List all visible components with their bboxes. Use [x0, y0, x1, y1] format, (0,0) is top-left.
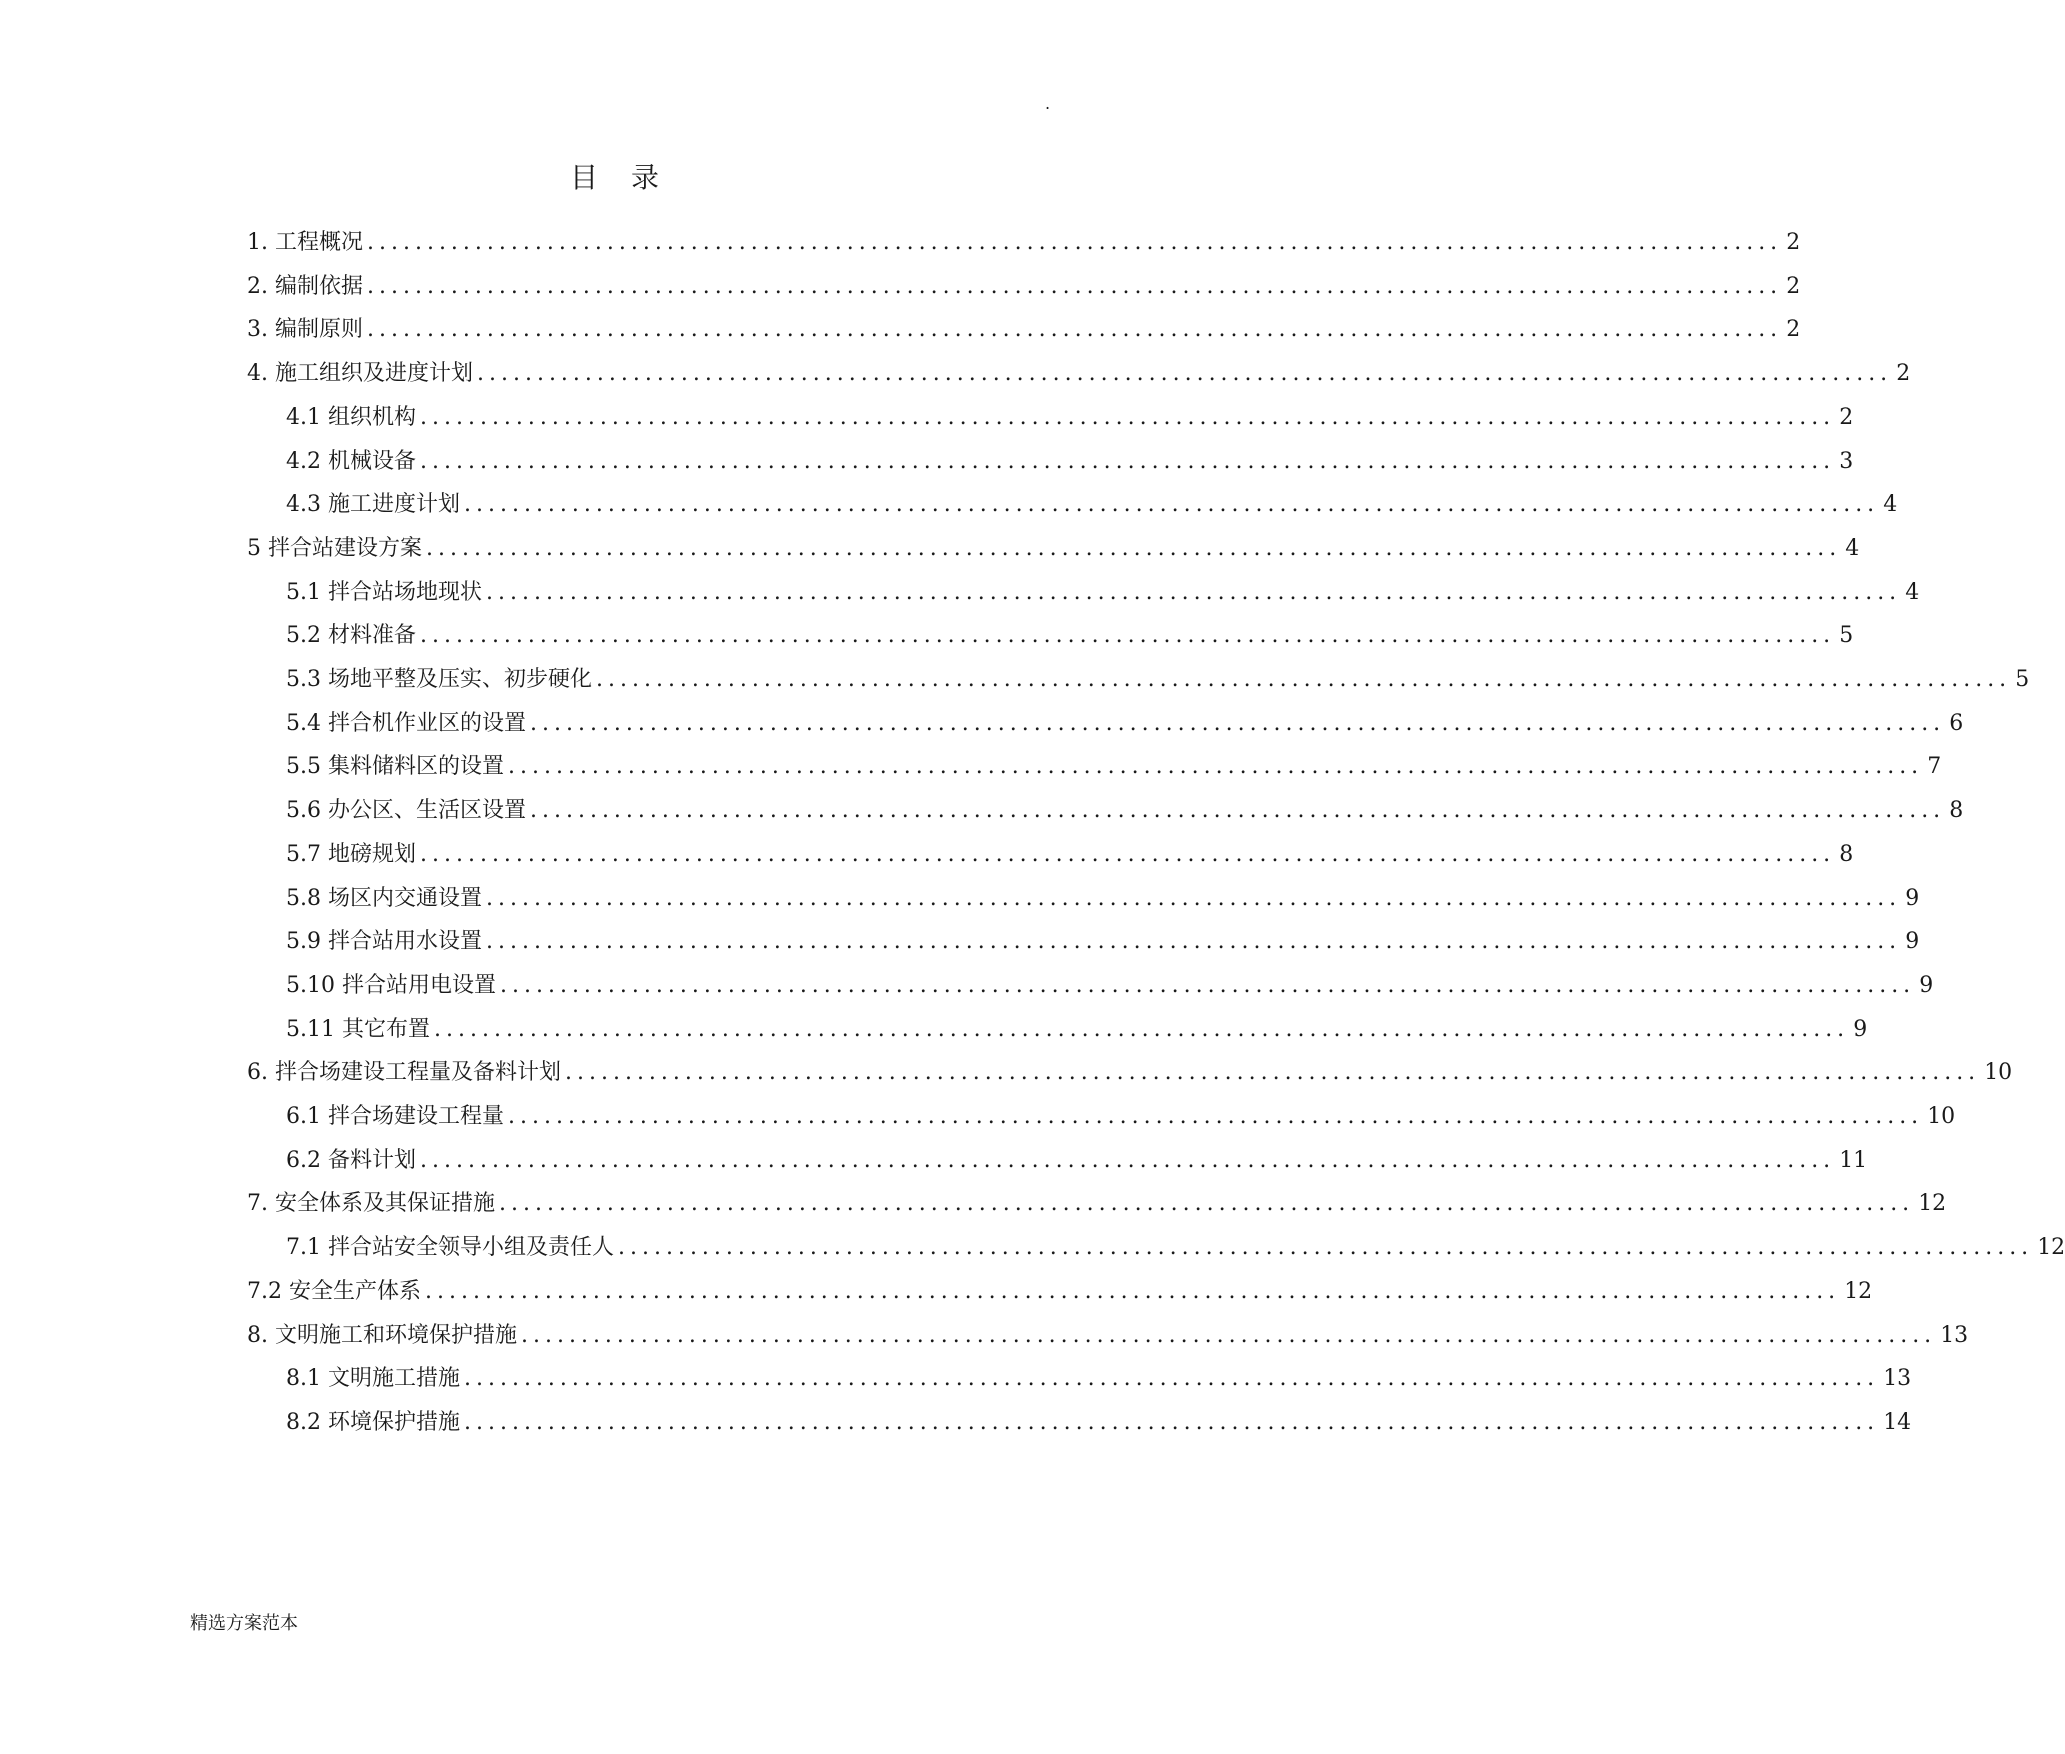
toc-entry-title: 5.4 拌合机作业区的设置	[286, 710, 526, 736]
toc-page-number: 9	[1853, 1016, 1868, 1042]
page-title: 目 录	[570, 161, 671, 194]
toc-entry-title: 8.2 环境保护措施	[286, 1409, 460, 1435]
toc-entry[interactable]	[286, 830, 1854, 870]
toc-page-number: 5	[1839, 623, 1854, 649]
toc-page-number: 2	[1896, 361, 1911, 387]
toc-page-number: 13	[1883, 1366, 1912, 1392]
toc-entry-title: 5.7 地磅规划	[286, 841, 416, 867]
toc-entry-title: 1. 工程概况	[247, 230, 363, 255]
toc-page-number: 4	[1883, 492, 1898, 518]
toc-entry-title: 5.8 场区内交通设置	[286, 885, 482, 911]
toc-leader-dots: ......................................................................................................................	[433, 1016, 1850, 1042]
toc-page-number: 10	[1984, 1060, 2013, 1086]
toc-entry[interactable]	[286, 480, 1898, 520]
toc-entry[interactable]	[247, 1311, 1969, 1351]
toc-page-number: 5	[2015, 667, 2030, 692]
toc-page-number: 2	[1786, 317, 1801, 343]
toc-entry-title: 3. 编制原则	[247, 317, 363, 343]
toc-leader-dots: ......................................................................................................................	[419, 404, 1836, 430]
toc-entry-title: 8.1 文明施工措施	[286, 1366, 460, 1392]
toc-leader-dots: ......................................................................................................................	[366, 230, 1783, 255]
toc-entry[interactable]	[286, 961, 1934, 1001]
toc-page-number: 9	[1919, 972, 1934, 998]
toc-entry-title: 8. 文明施工和环境保护措施	[247, 1322, 517, 1348]
toc-page-number: 7	[1927, 754, 1942, 780]
toc-entry[interactable]	[247, 1267, 1873, 1307]
toc-entry-title: 5.3 场地平整及压实、初步硬化	[286, 667, 592, 692]
toc-leader-dots: ......................................................................................................................	[498, 1191, 1915, 1217]
toc-page-number: 4	[1845, 535, 1860, 561]
toc-page-number: 12	[2037, 1235, 2065, 1261]
toc-entry[interactable]	[247, 262, 1801, 302]
toc-entry[interactable]	[286, 655, 2030, 695]
toc-entry-title: 4.2 机械设备	[286, 448, 416, 474]
toc-leader-dots: ......................................................................................................................	[485, 929, 1902, 955]
toc-entry[interactable]	[286, 1005, 1868, 1045]
toc-entry-title: 5.9 拌合站用水设置	[286, 929, 482, 955]
toc-entry-title: 5.11 其它布置	[286, 1016, 430, 1042]
toc-leader-dots: ......................................................................................................................	[595, 667, 2012, 692]
toc-entry-title: 2. 编制依据	[247, 273, 363, 299]
toc-entry[interactable]	[247, 349, 1911, 389]
footer-label: 精选方案范本	[190, 1613, 298, 1634]
toc-page-number: 2	[1839, 404, 1854, 430]
toc-entry[interactable]	[286, 1223, 2065, 1263]
toc-leader-dots: ......................................................................................................................	[529, 710, 1946, 736]
toc-entry-title: 5.6 办公区、生活区设置	[286, 798, 526, 824]
toc-entry[interactable]	[286, 874, 1920, 914]
toc-entry[interactable]	[247, 1048, 2013, 1088]
toc-leader-dots: ......................................................................................................................	[419, 448, 1836, 474]
toc-entry[interactable]	[286, 742, 1942, 782]
toc-page-number: 3	[1839, 448, 1854, 474]
toc-entry[interactable]	[286, 1398, 1912, 1438]
toc-page-number: 11	[1839, 1147, 1868, 1173]
toc-leader-dots: ......................................................................................................................	[617, 1235, 2034, 1261]
toc-page-number: 12	[1844, 1278, 1873, 1304]
toc-leader-dots: ......................................................................................................................	[426, 535, 1842, 561]
toc-entry-title: 6.1 拌合场建设工程量	[286, 1104, 504, 1129]
toc-entry-title: 5.1 拌合站场地现状	[286, 579, 482, 605]
toc-entry-title: 6. 拌合场建设工程量及备料计划	[247, 1060, 561, 1086]
toc-entry[interactable]	[247, 1179, 1947, 1219]
toc-page-number: 10	[1927, 1104, 1956, 1129]
toc-entry-title: 4.3 施工进度计划	[286, 492, 460, 518]
toc-leader-dots: ......................................................................................................................	[476, 361, 1893, 387]
toc-entry[interactable]	[247, 305, 1801, 345]
toc-entry[interactable]	[286, 437, 1854, 477]
toc-entry[interactable]	[286, 1136, 1868, 1176]
toc-entry-title: 7.1 拌合站安全领导小组及责任人	[286, 1235, 614, 1261]
toc-leader-dots: ......................................................................................................................	[424, 1278, 1841, 1304]
toc-leader-dots: ......................................................................................................................	[485, 579, 1902, 605]
toc-leader-dots: ......................................................................................................................	[366, 273, 1783, 299]
toc-leader-dots: ......................................................................................................................	[463, 1409, 1880, 1435]
toc-leader-dots: ......................................................................................................................	[419, 1147, 1836, 1173]
toc-leader-dots: ......................................................................................................................	[529, 798, 1946, 824]
toc-entry-title: 5.10 拌合站用电设置	[286, 972, 496, 998]
toc-leader-dots: ......................................................................................................................	[463, 1366, 1880, 1392]
toc-entry[interactable]	[286, 786, 1964, 826]
toc-leader-dots: ......................................................................................................................	[499, 972, 1916, 998]
toc-entry[interactable]	[247, 524, 1860, 564]
toc-entry[interactable]	[286, 1354, 1912, 1394]
toc-entry-title: 5.2 材料准备	[286, 623, 416, 649]
toc-page-number: 4	[1905, 579, 1920, 605]
toc-page-number: 8	[1839, 841, 1854, 867]
toc-page-number: 2	[1786, 273, 1801, 299]
toc-entry-title: 7.2 安全生产体系	[247, 1278, 421, 1304]
toc-entry-title: 5 拌合站建设方案	[247, 535, 422, 561]
toc-entry-title: 4. 施工组织及进度计划	[247, 361, 473, 387]
toc-page-number: 9	[1905, 885, 1920, 911]
toc-leader-dots: ......................................................................................................................	[520, 1322, 1937, 1348]
toc-page-number: 12	[1918, 1191, 1947, 1217]
toc-leader-dots: ......................................................................................................................	[419, 623, 1836, 649]
toc-leader-dots: ......................................................................................................................	[485, 885, 1902, 911]
toc-entry-title: 6.2 备料计划	[286, 1147, 416, 1173]
toc-leader-dots: ......................................................................................................................	[463, 492, 1880, 518]
toc-leader-dots: ......................................................................................................................	[564, 1060, 1981, 1086]
toc-page-number: 6	[1949, 710, 1964, 736]
toc-entry[interactable]	[286, 1092, 1956, 1132]
toc-leader-dots: ......................................................................................................................	[419, 841, 1836, 867]
toc-entry[interactable]	[286, 699, 1964, 739]
toc-entry[interactable]	[247, 218, 1801, 258]
toc-entry[interactable]	[286, 917, 1920, 957]
toc-entry[interactable]	[286, 393, 1854, 433]
toc-page-number: 8	[1949, 798, 1964, 824]
toc-page-number: 13	[1940, 1322, 1969, 1348]
toc-leader-dots: ......................................................................................................................	[507, 754, 1924, 780]
toc-page-number: 2	[1786, 230, 1801, 255]
toc-entry-title: 5.5 集料储料区的设置	[286, 754, 504, 780]
toc-entry-title: 4.1 组织机构	[286, 404, 416, 430]
corner-mark: .	[1045, 94, 1051, 113]
toc-entry-title: 7. 安全体系及其保证措施	[247, 1191, 495, 1217]
toc-page-number: 14	[1883, 1409, 1912, 1435]
toc-entry[interactable]	[286, 568, 1920, 608]
toc-leader-dots: ......................................................................................................................	[507, 1104, 1924, 1129]
toc-leader-dots: ......................................................................................................................	[366, 317, 1783, 343]
toc-entry[interactable]	[286, 611, 1854, 651]
toc-page-number: 9	[1905, 929, 1920, 955]
